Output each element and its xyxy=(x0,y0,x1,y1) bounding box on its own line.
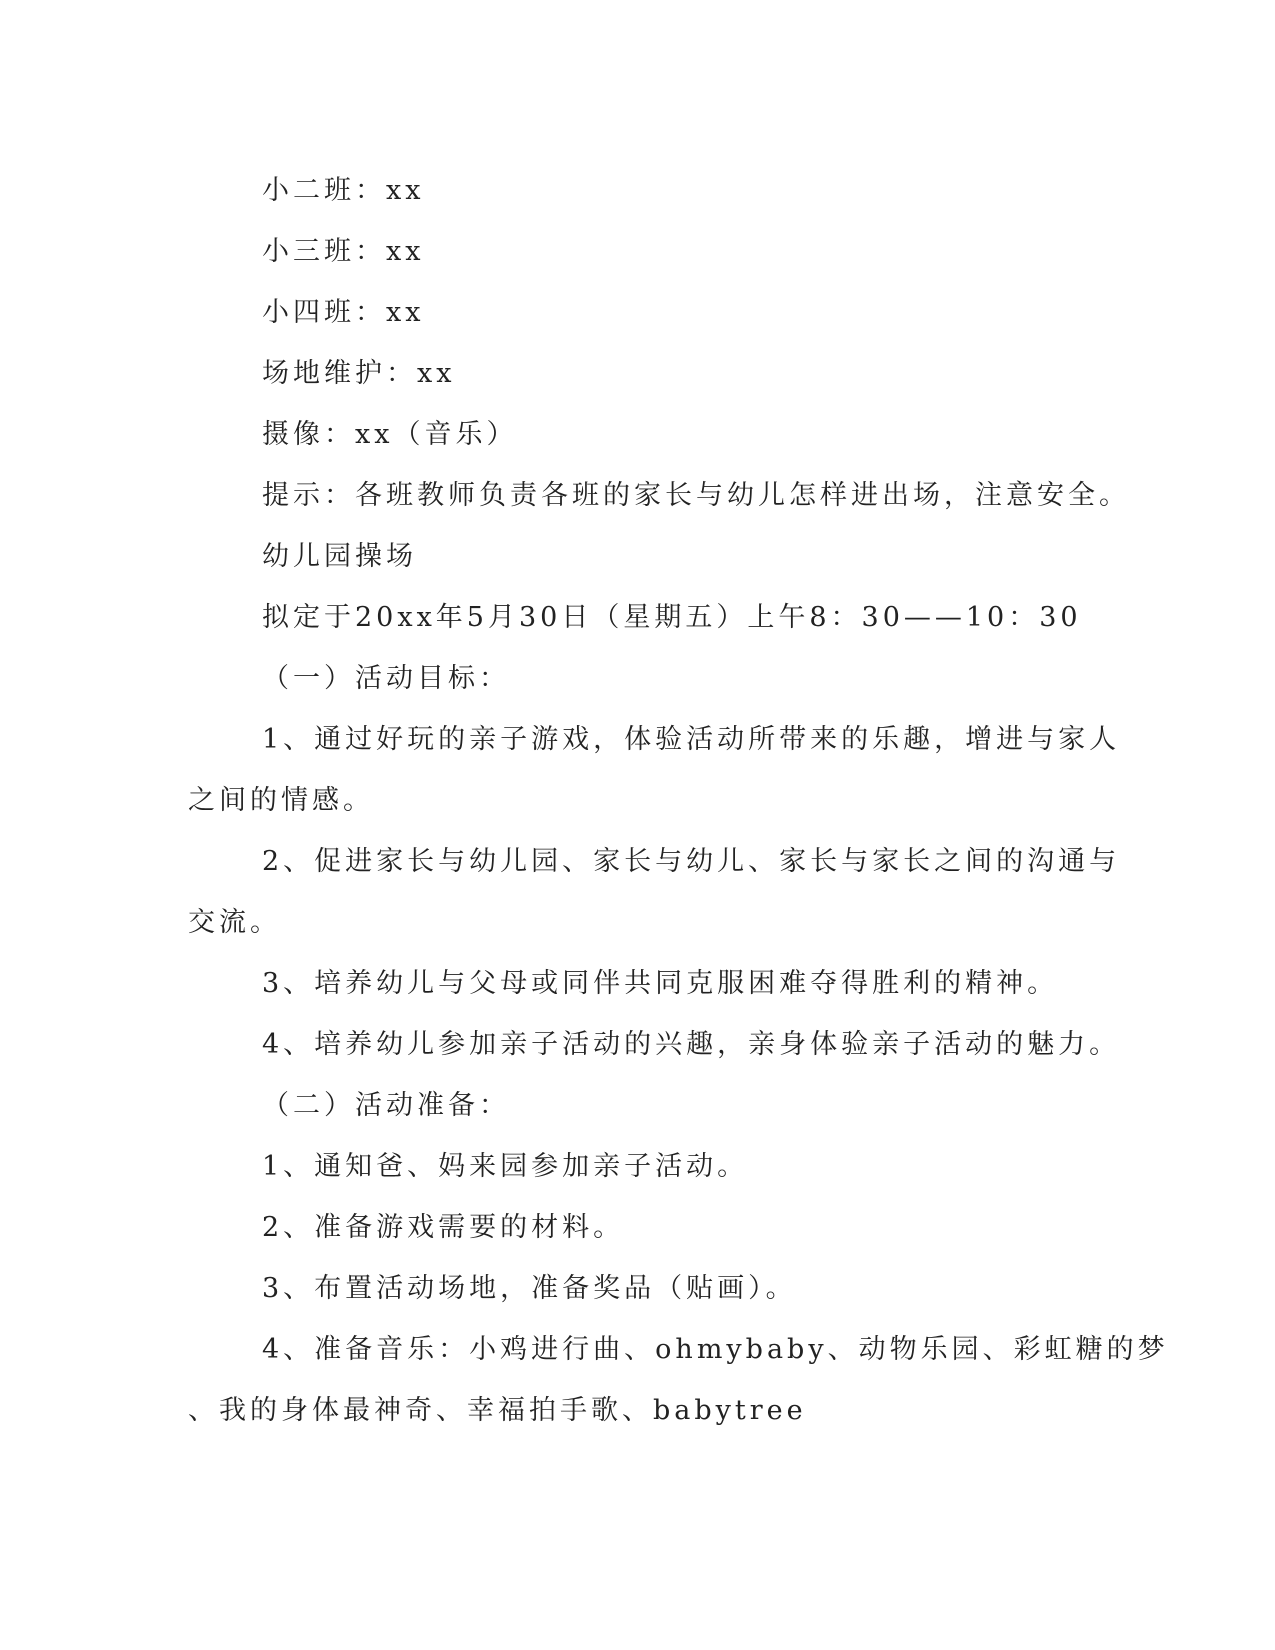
text-line-notice: 提示：各班教师负责各班的家长与幼儿怎样进出场，注意安全。 xyxy=(262,480,1130,511)
goal-2-line-1: 2、促进家长与幼儿园、家长与幼儿、家长与家长之间的沟通与 xyxy=(262,846,1121,877)
text-line-date-time: 拟定于20xx年5月30日（星期五）上午8：30——10：30 xyxy=(262,602,1082,633)
text-line-location: 幼儿园操场 xyxy=(262,541,417,572)
text-line-camera: 摄像：xx（音乐） xyxy=(262,419,518,450)
text-line-class-4: 小四班：xx xyxy=(262,297,425,328)
prep-3: 3、布置活动场地，准备奖品（贴画）。 xyxy=(262,1273,797,1304)
goal-1-line-2: 之间的情感。 xyxy=(188,785,374,816)
goal-4: 4、培养幼儿参加亲子活动的兴趣，亲身体验亲子活动的魅力。 xyxy=(262,1029,1121,1060)
prep-4-line-1: 4、准备音乐：小鸡进行曲、ohmybaby、动物乐园、彩虹糖的梦 xyxy=(262,1334,1169,1365)
prep-2: 2、准备游戏需要的材料。 xyxy=(262,1212,625,1243)
goal-2-line-2: 交流。 xyxy=(188,907,281,938)
document-body xyxy=(188,160,1169,1441)
heading-activity-preparation: （二）活动准备： xyxy=(262,1090,510,1121)
text-line-venue-maintenance: 场地维护：xx xyxy=(262,358,456,389)
text-line-class-3: 小三班：xx xyxy=(262,236,425,267)
heading-activity-goals: （一）活动目标： xyxy=(262,663,510,694)
goal-1-line-1: 1、通过好玩的亲子游戏，体验活动所带来的乐趣，增进与家人 xyxy=(262,724,1121,755)
prep-1: 1、通知爸、妈来园参加亲子活动。 xyxy=(262,1151,749,1182)
text-line-class-2: 小二班：xx xyxy=(262,175,425,206)
goal-3: 3、培养幼儿与父母或同伴共同克服困难夺得胜利的精神。 xyxy=(262,968,1059,999)
prep-4-line-2: 、我的身体最神奇、幸福拍手歌、babytree xyxy=(188,1395,807,1426)
